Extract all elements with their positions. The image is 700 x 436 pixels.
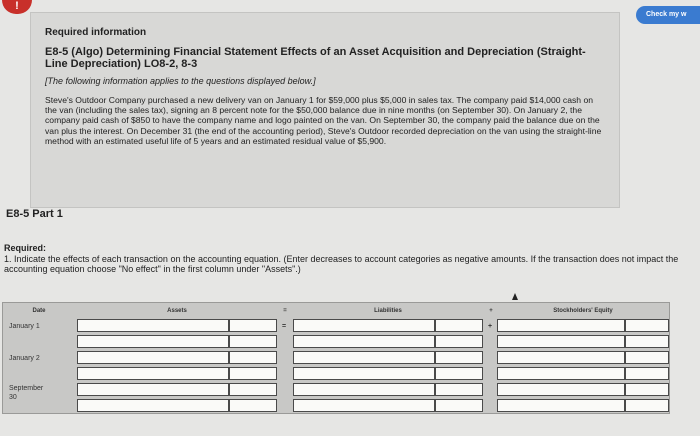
assets-account-2[interactable]: [77, 335, 229, 348]
required-instructions: [4, 243, 700, 275]
assets-amount-4[interactable]: [229, 367, 277, 380]
header-equals: =: [283, 308, 287, 314]
required-question: 1. Indicate the effects of each transaction on the accounting equation. (Enter decreases to account categories as negative amounts. If the transaction does not impact the accounting equation choose "No effect" in the first column under "Assets".): [4, 253, 679, 274]
header-liabilities: Liabilities: [374, 308, 402, 314]
alert-icon: !: [2, 0, 32, 14]
equity-account-6[interactable]: [497, 399, 625, 412]
liabilities-amount-4[interactable]: [435, 367, 483, 380]
required-label: Required:: [4, 243, 47, 253]
equity-amount-3[interactable]: [625, 351, 669, 364]
liabilities-account-5[interactable]: [293, 383, 435, 396]
equity-amount-1[interactable]: [625, 319, 669, 332]
part-title: E8-5 Part 1: [6, 208, 63, 220]
row-date-january-2: January 2: [9, 355, 40, 362]
exercise-body: Steve's Outdoor Company purchased a new delivery van on January 1 for $59,000 plus $5,000 in sales tax. The company paid $14,000 cash on the van (including the sales tax), signing an 8 percent note for the $50,000 balance due in nine months (on September 30). On January 2, the company paid cash of $850 to have the company name and logo painted on the van. On September 30, the company paid the balance due on the van plus the interest. On December 31 (the end of the accounting period), Steve's Outdoor recorded depreciation on the van using the straight-line method with an estimated useful life of 5 years and an estimated residual value of $5,900.: [45, 95, 602, 146]
equity-amount-2[interactable]: [625, 335, 669, 348]
equity-amount-6[interactable]: [625, 399, 669, 412]
equity-account-5[interactable]: [497, 383, 625, 396]
plus-sign: +: [488, 323, 493, 330]
assets-account-5[interactable]: [77, 383, 229, 396]
equals-sign: =: [282, 323, 287, 330]
equity-account-1[interactable]: [497, 319, 625, 332]
assets-account-6[interactable]: [77, 399, 229, 412]
liabilities-account-6[interactable]: [293, 399, 435, 412]
equity-amount-4[interactable]: [625, 367, 669, 380]
assets-account-1[interactable]: [77, 319, 229, 332]
assets-account-3[interactable]: [77, 351, 229, 364]
header-assets: Assets: [167, 308, 187, 314]
equity-account-3[interactable]: [497, 351, 625, 364]
required-information-heading: Required information: [45, 27, 147, 38]
liabilities-account-3[interactable]: [293, 351, 435, 364]
check-my-work-button[interactable]: Check my w: [636, 6, 700, 24]
row-date-september-30: September 30: [9, 385, 44, 401]
liabilities-amount-2[interactable]: [435, 335, 483, 348]
assets-amount-6[interactable]: [229, 399, 277, 412]
required-information-panel: [30, 12, 620, 208]
liabilities-account-1[interactable]: [293, 319, 435, 332]
assets-amount-3[interactable]: [229, 351, 277, 364]
assets-amount-2[interactable]: [229, 335, 277, 348]
assets-amount-5[interactable]: [229, 383, 277, 396]
liabilities-amount-6[interactable]: [435, 399, 483, 412]
liabilities-account-2[interactable]: [293, 335, 435, 348]
exercise-note: [The following information applies to the questions displayed below.]: [45, 76, 316, 86]
assets-amount-1[interactable]: [229, 319, 277, 332]
equity-account-4[interactable]: [497, 367, 625, 380]
liabilities-amount-1[interactable]: [435, 319, 483, 332]
equity-amount-5[interactable]: [625, 383, 669, 396]
header-plus: +: [489, 308, 493, 314]
row-date-january-1: January 1: [9, 323, 40, 330]
exercise-title: E8-5 (Algo) Determining Financial Statement Effects of an Asset Acquisition and Depreciation (Straight-Line Depreciation) LO8-2, 8-3: [45, 46, 586, 70]
liabilities-amount-3[interactable]: [435, 351, 483, 364]
liabilities-amount-5[interactable]: [435, 383, 483, 396]
header-date: Date: [32, 308, 46, 314]
mouse-cursor-icon: [512, 293, 518, 300]
liabilities-account-4[interactable]: [293, 367, 435, 380]
equity-account-2[interactable]: [497, 335, 625, 348]
header-equity: Stockholders' Equity: [553, 308, 613, 314]
accounting-equation-table: [2, 302, 670, 414]
assets-account-4[interactable]: [77, 367, 229, 380]
